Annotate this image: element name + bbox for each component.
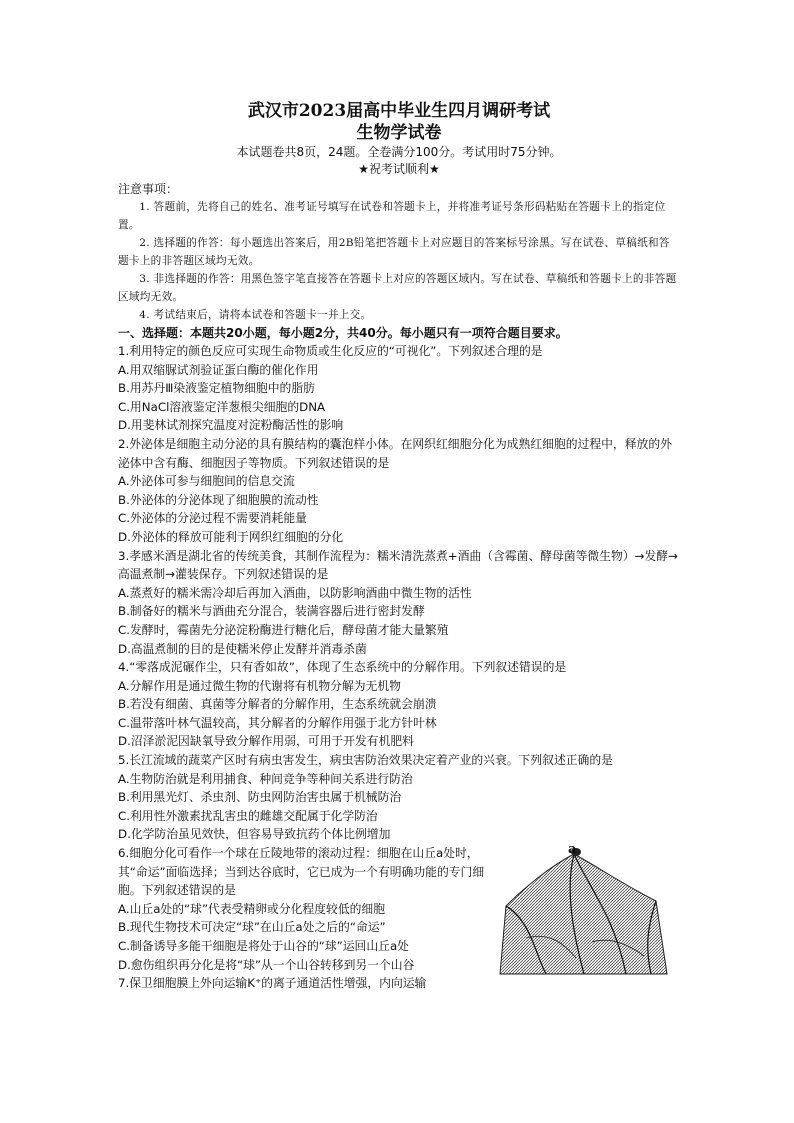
- question-option: D.愈伤组织再分化是将“球”从一个山谷转移到另一个山谷: [118, 957, 415, 972]
- question-option: C.发酵时，霉菌先分泌淀粉酶进行糖化后，酵母菌才能大量繁殖: [118, 622, 449, 637]
- question-option: C.用NaCl溶液鉴定洋葱根尖细胞的DNA: [118, 399, 326, 414]
- question-option: A.分解作用是通过微生物的代谢将有机物分解为无机物: [118, 678, 401, 693]
- section-heading: 一、选择题：本题共20小题，每小题2分，共40分。每小题只有一项符合题目要求。: [118, 326, 568, 340]
- question-option: D.用斐林试剂探究温度对淀粉酶活性的影响: [118, 418, 344, 433]
- question-option: B.用苏丹Ⅲ染液鉴定植物细胞中的脂肪: [118, 381, 315, 396]
- question-option: A.蒸煮好的糯米需冷却后再加入酒曲，以防影响酒曲中微生物的活性: [118, 585, 472, 600]
- question-option: B.外泌体的分泌体现了细胞膜的流动性: [118, 492, 319, 507]
- question-stem: 4.“零落成泥碾作尘，只有香如故”，体现了生态系统中的分解作用。下列叙述错误的是: [118, 660, 567, 675]
- notes-heading: 注意事项：: [118, 182, 179, 196]
- waddington-landscape-figure: [496, 842, 671, 976]
- note-item: 2. 选择题的作答：每小题选出答案后，用2B铅笔把答题卡上对应题目的答案标号涂黑。写在试卷、草稿纸和答题卡上的非答题区域均无效。: [118, 237, 670, 267]
- question-6-block: [118, 844, 680, 974]
- question-option: A.山丘a处的“球”代表受精卵或分化程度较低的细胞: [118, 901, 386, 916]
- question-stem: 3.孝感米酒是湖北省的传统美食，其制作流程为：糯米清洗蒸煮+酒曲（含霉菌、酵母菌等微生物）→发酵→高温煮制→灌装保存。下列叙述错误的是: [118, 548, 678, 582]
- question-stem: 1.利用特定的颜色反应可实现生命物质或生化反应的“可视化”。下列叙述合理的是: [118, 344, 543, 358]
- question-option: A.生物防治就是利用捕食、种间竞争等种间关系进行防治: [118, 771, 413, 786]
- exam-wish: ★祝考试顺利★: [358, 162, 440, 176]
- exam-page: [118, 100, 680, 993]
- question-options: [118, 900, 488, 974]
- landscape-illustration: [496, 846, 671, 976]
- note-item: 4. 考试结束后，请将本试卷和答题卡一并上交。: [139, 309, 372, 321]
- question-option: C.制备诱导多能干细胞是将处于山谷的“球”运回山丘a处: [118, 939, 409, 953]
- question-option: D.沼泽淤泥因缺氧导致分解作用弱，可用于开发有机肥料: [118, 734, 414, 749]
- figure-label-a: a: [568, 842, 577, 858]
- question-option: B.利用黑光灯、杀虫剂、防虫网防治害虫属于机械防治: [118, 790, 402, 805]
- question-stem: 7.保卫细胞膜上外向运输K⁺的离子通道活性增强，内向运输: [118, 976, 427, 991]
- question-stem: 2.外泌体是细胞主动分泌的具有膜结构的囊泡样小体。在网织红细胞分化为成熟红细胞的过程中，释放的外泌体中含有酶、细胞因子等物质。下列叙述错误的是: [118, 436, 672, 470]
- question-stem: 5.长江流域的蔬菜产区时有病虫害发生，病虫害防治效果决定着产业的兴衰。下列叙述正确的是: [118, 753, 613, 768]
- question-option: C.温带落叶林气温较高，其分解者的分解作用强于北方针叶林: [118, 715, 437, 730]
- note-item: 3. 非选择题的作答：用黑色签字笔直接答在答题卡上对应的答题区域内。写在试卷、草稿纸和答题卡上的非答题区域均无效。: [118, 273, 677, 303]
- question-option: B.现代生物技术可决定“球”在山丘a处之后的“命运”: [118, 920, 386, 935]
- note-item: 1. 答题前，先将自己的姓名、准考证号填写在试卷和答题卡上，并将准考证号条形码粘贴在答题卡上的指定位置。: [118, 201, 666, 231]
- question-option: C.外泌体的分泌过程不需要消耗能量: [118, 511, 307, 526]
- exam-info: 本试题卷共8页，24题。全卷满分100分。考试用时75分钟。: [236, 145, 562, 159]
- question-option: B.若没有细菌、真菌等分解者的分解作用，生态系统就会崩溃: [118, 697, 437, 712]
- question-option: A.外泌体可参与细胞间的信息交流: [118, 474, 295, 489]
- exam-title: 武汉市2023届高中毕业生四月调研考试: [247, 101, 551, 121]
- question-option: D.外泌体的释放可能利于网织红细胞的分化: [118, 529, 344, 544]
- question-option: A.用双缩脲试剂验证蛋白酶的催化作用: [118, 362, 319, 377]
- question-option: D.高温煮制的目的是使糯米停止发酵并消毒杀菌: [118, 641, 367, 656]
- subject-title: 生物学试卷: [356, 123, 442, 143]
- question-option: C.利用性外激素扰乱害虫的雌雄交配属于化学防治: [118, 808, 378, 823]
- question-stem: 6.细胞分化可看作一个球在丘陵地带的滚动过程：细胞在山丘a处时，其“命运”面临选择；当到达谷底时，它已成为一个有明确功能的专门细胞。下列叙述错误的是: [118, 846, 485, 898]
- question-option: D.化学防治虽见效快，但容易导致抗药个体比例增加: [118, 827, 391, 842]
- question-option: B.制备好的糯米与酒曲充分混合，装满容器后进行密封发酵: [118, 604, 425, 619]
